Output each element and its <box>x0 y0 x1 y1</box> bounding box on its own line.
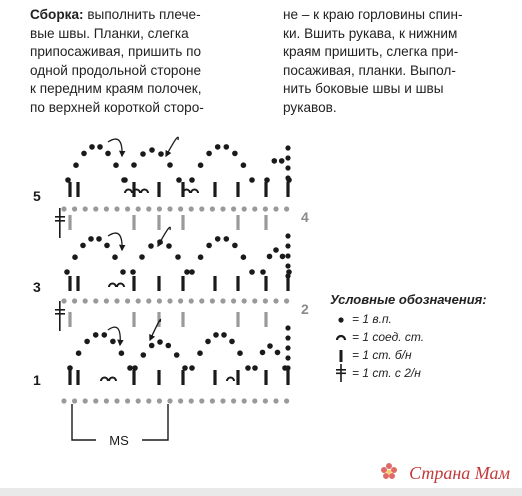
chain-stitch <box>72 398 77 403</box>
chain-stitch <box>210 298 215 303</box>
slip-stitch <box>191 190 198 193</box>
chain-stitch <box>61 298 66 303</box>
single-crochet-stitch <box>264 276 267 291</box>
chain-stitch <box>105 151 111 157</box>
chain-stitch <box>157 298 162 303</box>
chain-stitch <box>285 233 290 238</box>
single-crochet-stitch <box>181 276 184 291</box>
chain-stitch <box>285 273 290 278</box>
chain-stitch <box>285 345 290 350</box>
chain-stitch <box>65 177 71 183</box>
chain-stitch <box>136 398 141 403</box>
chain-stitch <box>104 206 109 211</box>
chain-stitch <box>252 298 257 303</box>
legend-item-single-crochet <box>330 346 515 364</box>
single-crochet-stitch <box>181 312 184 327</box>
chain-stitch <box>285 175 290 180</box>
chain-stitch <box>252 365 258 371</box>
chain-stitch <box>113 162 119 168</box>
chain-stitch <box>178 298 183 303</box>
double-crochet-stitch <box>59 208 61 238</box>
single-crochet-stitch <box>264 182 267 197</box>
chain-stitch <box>104 398 109 403</box>
chain-stitch <box>72 206 77 211</box>
chain-stitch <box>275 350 281 356</box>
single-crochet-stitch <box>157 182 160 197</box>
chain-stitch <box>125 206 130 211</box>
legend-text: = 1 в.п. <box>352 312 392 326</box>
row-label-4: 4 <box>301 209 309 225</box>
chain-stitch <box>157 398 162 403</box>
chain-stitch <box>285 355 290 360</box>
chain-stitch <box>198 254 204 260</box>
chain-stitch <box>93 398 98 403</box>
slip-stitch <box>117 284 124 288</box>
chain-stitch <box>189 365 195 371</box>
chain-stitch <box>120 269 126 275</box>
double-crochet-stitch <box>55 220 65 222</box>
single-crochet-stitch <box>286 370 289 385</box>
legend-text: = 1 ст. б/н <box>352 348 412 362</box>
chain-stitch <box>80 243 86 249</box>
chain-stitch <box>210 206 215 211</box>
chain-stitch <box>149 147 155 153</box>
chain-stitch <box>285 145 290 150</box>
chain-stitch <box>231 298 236 303</box>
chain-stitch <box>88 236 94 242</box>
single-crochet-stitch <box>68 370 71 385</box>
chain-stitch <box>237 350 243 356</box>
chain-stitch <box>285 263 290 268</box>
instructions-heading: Сборка: <box>30 7 84 22</box>
chain-stitch <box>213 332 219 338</box>
chain-stitch <box>184 269 190 275</box>
chain-stitch <box>72 254 78 260</box>
single-crochet-stitch <box>213 276 216 291</box>
chain-stitch <box>178 206 183 211</box>
single-crochet-stitch <box>264 370 267 385</box>
double-crochet-stitch <box>55 309 65 311</box>
single-crochet-icon <box>334 346 348 364</box>
chain-stitch <box>125 398 130 403</box>
chain-stitch <box>176 177 182 183</box>
single-crochet-stitch <box>236 276 239 291</box>
chain-stitch <box>189 269 195 275</box>
chain-stitch <box>284 206 289 211</box>
instructions-line: ки. Вшить рукава, к нижним <box>283 25 458 41</box>
legend <box>330 292 515 382</box>
chain-stitch <box>131 162 137 168</box>
chain-stitch <box>114 206 119 211</box>
single-crochet-stitch <box>181 370 184 385</box>
chain-stitch <box>93 298 98 303</box>
chain-stitch <box>273 206 278 211</box>
chain-stitch <box>241 254 247 260</box>
instructions-line: нить боковые швы и швы <box>283 81 444 97</box>
chain-stitch <box>114 298 119 303</box>
chain-stitch <box>263 398 268 403</box>
direction-arrow <box>166 137 178 156</box>
chain-stitch <box>83 206 88 211</box>
double-crochet-stitch <box>55 216 65 218</box>
chain-stitch <box>140 151 146 157</box>
chain-stitch <box>122 177 128 183</box>
chart-shells <box>64 137 292 371</box>
chain-stitch <box>220 398 225 403</box>
chain-stitch <box>232 151 238 157</box>
single-crochet-stitch <box>68 276 71 291</box>
chain-stitch <box>284 398 289 403</box>
chain-stitch <box>93 206 98 211</box>
legend-item-double-crochet <box>330 364 515 382</box>
single-crochet-stitch <box>68 312 71 327</box>
chain-stitch <box>136 298 141 303</box>
instructions-line: одной продольной стороне <box>30 62 202 78</box>
chain-stitch <box>260 269 266 275</box>
chain-stitch <box>178 398 183 403</box>
chain-stitch <box>189 177 195 183</box>
legend-title: Условные обозначения: <box>330 292 487 307</box>
single-crochet-stitch <box>236 215 239 230</box>
chain-stitch <box>146 398 151 403</box>
chain-stitch <box>249 177 255 183</box>
single-crochet-stitch <box>236 370 239 385</box>
chain-stitch <box>93 332 99 338</box>
single-crochet-stitch <box>286 182 289 197</box>
chain-stitch <box>252 398 257 403</box>
chain-stitch <box>97 144 103 150</box>
instructions-line: краям пришить, слегка при- <box>283 44 459 60</box>
direction-arrow <box>158 227 170 246</box>
chain-stitch <box>148 243 154 249</box>
single-crochet-stitch <box>132 215 135 230</box>
chain-stitch <box>61 206 66 211</box>
chain-stitch <box>205 339 211 345</box>
chain-stitch <box>285 165 290 170</box>
single-crochet-stitch <box>132 312 135 327</box>
chain-stitch <box>167 298 172 303</box>
double-crochet-icon <box>334 364 348 382</box>
single-crochet-stitch <box>213 370 216 385</box>
chain-stitch <box>112 254 118 260</box>
chain-stitch <box>224 236 230 242</box>
chain-stitch <box>102 332 108 338</box>
chain-stitch <box>267 254 273 260</box>
single-crochet-stitch <box>181 215 184 230</box>
chain-stitch <box>285 253 290 258</box>
chain-stitch <box>89 144 95 150</box>
chain-stitch <box>146 298 151 303</box>
chain-stitch <box>263 206 268 211</box>
chain-stitch <box>215 236 221 242</box>
chain-stitch <box>125 298 130 303</box>
chain-stitch <box>273 298 278 303</box>
chain-stitch <box>224 144 230 150</box>
chain-stitch <box>285 325 290 330</box>
chain-stitch <box>199 398 204 403</box>
chain-stitch <box>96 236 102 242</box>
chain-stitch <box>166 343 172 349</box>
chain-stitch <box>61 398 66 403</box>
chain-stitch <box>110 339 116 345</box>
chain-stitch <box>242 398 247 403</box>
chain-stitch <box>285 243 290 248</box>
chain-stitch <box>210 398 215 403</box>
single-crochet-stitch <box>236 182 239 197</box>
chain-stitch <box>285 155 290 160</box>
single-crochet-stitch <box>68 182 71 197</box>
chain-stitch <box>260 350 266 356</box>
chain-stitch <box>199 206 204 211</box>
chain-stitch <box>221 332 227 338</box>
direction-arrow <box>150 319 161 340</box>
legend-item-slip-stitch <box>330 328 515 346</box>
chain-stitch <box>241 162 247 168</box>
single-crochet-stitch <box>68 215 71 230</box>
chain-stitch <box>285 365 290 370</box>
instructions-line: припосаживая, пришить по <box>30 44 202 60</box>
legend-text: = 1 соед. ст. <box>352 330 425 344</box>
repeat-label: MS <box>109 433 129 448</box>
chain-stitch <box>83 298 88 303</box>
page-bottom-band <box>0 488 522 496</box>
chain-stitch <box>72 298 77 303</box>
chain-stitch <box>175 254 181 260</box>
chain-stitch <box>242 206 247 211</box>
slip-stitch <box>109 378 116 382</box>
chain-stitch <box>249 269 255 275</box>
chain-stitch <box>199 298 204 303</box>
repeat-bracket <box>72 404 168 448</box>
chain-stitch <box>229 339 235 345</box>
chain-stitch <box>182 365 188 371</box>
chain-stitch <box>83 398 88 403</box>
instructions-line: не – к краю горловины спин- <box>283 7 463 22</box>
flower-icon <box>380 462 398 480</box>
chain-stitch <box>280 254 286 260</box>
chain-stitch <box>167 398 172 403</box>
slip-stitch <box>227 378 234 382</box>
chain-stitch <box>206 243 212 249</box>
row-label-5: 5 <box>33 188 41 204</box>
instructions-line: посаживая, планки. Выпол- <box>283 62 456 78</box>
direction-arrow <box>108 233 122 250</box>
chain-stitch <box>81 151 87 157</box>
chain-stitch <box>197 350 203 356</box>
chain-stitch <box>166 243 172 249</box>
chain-stitch <box>242 298 247 303</box>
single-crochet-stitch <box>213 182 216 197</box>
chain-stitch <box>220 206 225 211</box>
chain-stitch <box>232 243 238 249</box>
chain-stitch <box>252 206 257 211</box>
chain-stitch <box>127 365 133 371</box>
chain-stitch <box>189 206 194 211</box>
chain-stitch <box>130 269 136 275</box>
chain-stitch <box>136 206 141 211</box>
chain-stitch <box>149 343 155 349</box>
chain-stitch <box>245 365 251 371</box>
chain-stitch <box>273 398 278 403</box>
double-crochet-stitch <box>59 301 61 331</box>
single-crochet-stitch <box>76 182 79 197</box>
instructions-line: рукавов. <box>283 99 337 115</box>
chain-stitch <box>141 352 147 358</box>
chain-stitch <box>132 365 138 371</box>
chain-stitch <box>157 339 163 345</box>
chain-stitch <box>67 365 73 371</box>
chain-stitch <box>264 177 270 183</box>
legend-item-chain <box>330 310 515 328</box>
double-crochet-stitch <box>55 313 65 315</box>
chain-stitch <box>119 350 125 356</box>
chain-stitch <box>267 343 273 349</box>
chain-stitch <box>64 269 70 275</box>
chain-stitch <box>215 144 221 150</box>
single-crochet-stitch <box>157 370 160 385</box>
chain-stitch <box>174 352 180 358</box>
chain-stitch <box>189 398 194 403</box>
single-crochet-stitch <box>157 215 160 230</box>
chain-stitch <box>263 298 268 303</box>
chain-stitch <box>285 335 290 340</box>
chain-stitch <box>279 158 285 164</box>
chain-stitch <box>104 298 109 303</box>
chain-stitch <box>189 298 194 303</box>
dot-icon <box>334 310 348 328</box>
instructions-line: к передним краям полочек, <box>30 81 202 97</box>
instructions-line: вые швы. Планки, слегка <box>30 25 189 41</box>
row-label-3: 3 <box>33 279 41 295</box>
chain-stitch <box>231 206 236 211</box>
chain-stitch <box>158 151 164 157</box>
chain-stitch <box>167 206 172 211</box>
chain-stitch <box>139 254 145 260</box>
watermark: Страна Мам <box>409 463 510 483</box>
chain-stitch <box>104 243 110 249</box>
arc-icon <box>334 328 348 346</box>
chain-stitch <box>146 206 151 211</box>
chain-stitch <box>273 247 279 253</box>
slip-stitch <box>109 284 116 288</box>
instructions-line: по верхней короткой сторо- <box>30 99 204 115</box>
legend-text: = 1 ст. с 2/н <box>352 366 421 380</box>
single-crochet-stitch <box>76 370 79 385</box>
chain-stitch <box>157 206 162 211</box>
chain-stitch <box>114 398 119 403</box>
single-crochet-stitch <box>132 370 135 385</box>
single-crochet-stitch <box>132 276 135 291</box>
row-label-2: 2 <box>301 301 309 317</box>
chain-stitch <box>84 339 90 345</box>
chain-stitch <box>272 158 278 164</box>
chain-stitch <box>206 151 212 157</box>
chain-stitch <box>73 162 79 168</box>
chain-stitch <box>76 350 82 356</box>
single-crochet-stitch <box>264 215 267 230</box>
single-crochet-stitch <box>157 276 160 291</box>
single-crochet-stitch <box>236 312 239 327</box>
slip-stitch <box>141 190 148 193</box>
chain-stitch <box>198 162 204 168</box>
slip-stitch <box>101 378 108 382</box>
instructions-line: выполнить плече- <box>83 7 201 22</box>
single-crochet-stitch <box>264 312 267 327</box>
chain-stitch <box>231 398 236 403</box>
single-crochet-stitch <box>76 276 79 291</box>
chain-stitch <box>220 298 225 303</box>
row-label-1: 1 <box>33 372 41 388</box>
chain-stitch <box>167 162 173 168</box>
slip-stitch <box>125 190 132 193</box>
chain-stitch <box>284 298 289 303</box>
